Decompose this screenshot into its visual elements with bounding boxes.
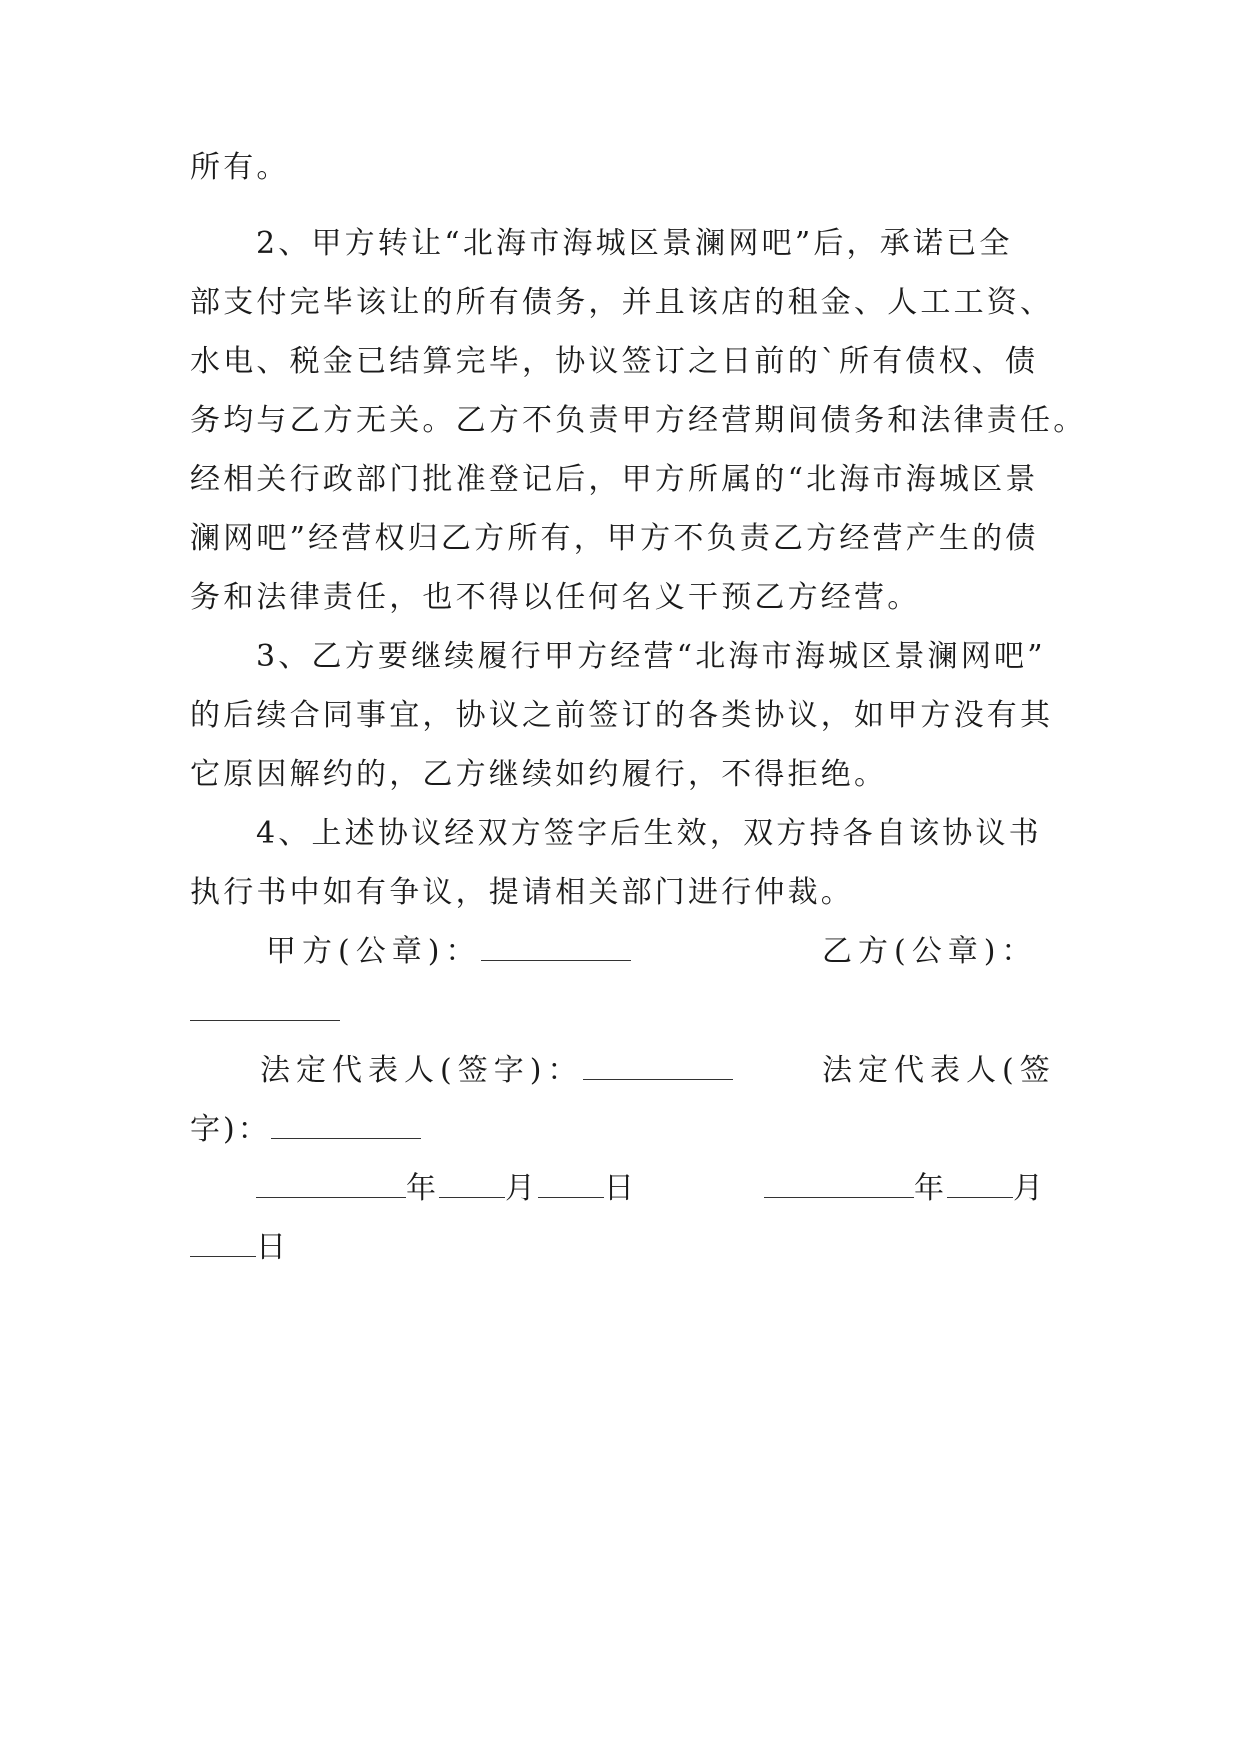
text-line: 执行书中如有争议，提请相关部门进行仲裁。 (190, 875, 854, 910)
party-a-legal-rep (260, 1051, 733, 1091)
month-blank (947, 1171, 1013, 1198)
party-a-seal (266, 932, 631, 972)
party-b-legal-rep-label: 法定代表人(签 (822, 1053, 1056, 1088)
party-b-legal-rep-blank (271, 1112, 421, 1139)
party-a-date (256, 1169, 637, 1209)
text-line: 4、上述协议经双方签字后生效，双方持各自该协议书 (256, 816, 1042, 851)
day-label: 日 (604, 1171, 637, 1206)
day-blank (538, 1171, 604, 1198)
party-b-legal-rep (822, 1051, 1056, 1091)
month-label: 月 (1013, 1171, 1046, 1206)
text-line: 它原因解约的，乙方继续如约履行，不得拒绝。 (190, 757, 888, 792)
party-b-date (764, 1169, 1046, 1209)
party-a-seal-blank (481, 934, 631, 961)
year-label: 年 (406, 1171, 439, 1206)
party-b-legal-rep-label-cont: 字)： (190, 1112, 271, 1147)
party-a-seal-label: 甲方(公章)： (266, 934, 482, 969)
text-line: 2、甲方转让“北海市海城区景澜网吧”后，承诺已全 (256, 226, 1013, 261)
month-label: 月 (505, 1171, 538, 1206)
text-line: 所有。 (190, 150, 290, 185)
party-b-seal-label: 乙方(公章)： (822, 934, 1038, 969)
party-b-date-cont (190, 1228, 289, 1268)
text-line: 水电、税金已结算完毕，协议签订之日前的`所有债权、债 (190, 344, 1039, 379)
text-line: 务均与乙方无关。乙方不负责甲方经营期间债务和法律责任。 (190, 403, 1087, 438)
text-line: 经相关行政部门批准登记后，甲方所属的“北海市海城区景 (190, 462, 1039, 497)
year-blank (764, 1171, 914, 1198)
text-line: 澜网吧”经营权归乙方所有，甲方不负责乙方经营产生的债 (190, 521, 1039, 556)
day-blank (190, 1230, 256, 1257)
text-line: 务和法律责任，也不得以任何名义干预乙方经营。 (190, 580, 921, 615)
text-line: 部支付完毕该让的所有债务，并且该店的租金、人工工资、 (190, 285, 1054, 320)
party-b-seal-blank-row (190, 992, 340, 1032)
text-line: 3、乙方要继续履行甲方经营“北海市海城区景澜网吧” (256, 639, 1046, 674)
text-line: 的后续合同事宜，协议之前签订的各类协议，如甲方没有其 (190, 698, 1054, 733)
year-label: 年 (914, 1171, 947, 1206)
party-b-seal (822, 932, 1037, 972)
party-a-legal-rep-label: 法定代表人(签字)： (260, 1053, 584, 1088)
party-b-seal-blank (190, 994, 340, 1021)
day-label: 日 (256, 1230, 289, 1265)
party-b-legal-rep-cont (190, 1110, 421, 1150)
month-blank (439, 1171, 505, 1198)
year-blank (256, 1171, 406, 1198)
party-a-legal-rep-blank (583, 1053, 733, 1080)
